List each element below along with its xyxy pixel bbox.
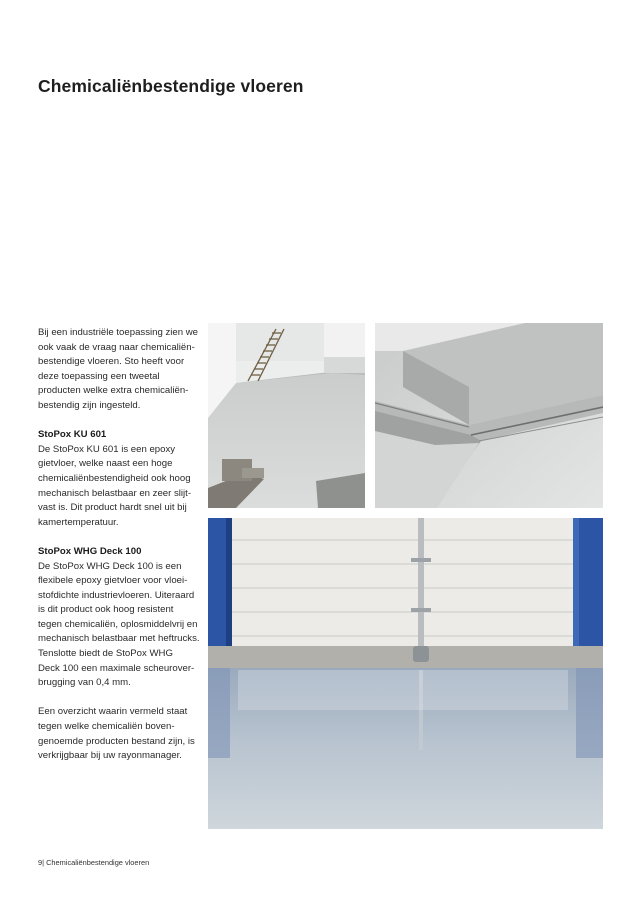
product-line: stofdichte industrievloeren. Uiteraard [38,589,195,601]
product-line: kamertemperatuur. [38,516,119,528]
closing-line: tegen welke chemicaliën boven- [38,721,175,733]
intro-line: producten welke extra chemicaliën- [38,385,189,397]
product-line: mechanisch belastbaar met heftrucks. [38,633,200,645]
intro-line: deze toepassing een tweetal [38,370,160,382]
page-title: Chemicaliënbestendige vloeren [38,76,304,96]
body-text-column [38,326,204,764]
staircase-floor-photo [208,323,365,508]
coated-edge-detail-photo [375,323,603,508]
page-footer: 9| Chemicaliënbestendige vloeren [38,858,150,867]
product-line: vast is. Dit product hardt snel uit bij [38,502,187,514]
product-line: De StoPox KU 601 is een epoxy [38,443,176,455]
intro-line: bestendig zijn ingesteld. [38,399,141,411]
product-line: chemicaliënbestendigheid ook hoog [38,472,191,484]
product-line: Tenslotte biedt de StoPox WHG [38,648,173,660]
intro-line: Bij een industriële toepassing zien we [38,327,198,338]
product-line: gietvloer, welke naast een hoge [38,458,173,470]
product-line: tegen chemicaliën, oplosmiddelvrij en [38,618,198,630]
product-line: flexibele epoxy gietvloer voor vloei- [38,575,188,587]
intro-line: ook vaak de vraag naar chemicaliën- [38,341,195,353]
product-line: Deck 100 een maximale scheurover- [38,662,195,674]
closing-line: genoemde producten bestand zijn, is [38,735,195,747]
product-line: De StoPox WHG Deck 100 is een [38,560,182,572]
industrial-hall-floor-photo [208,518,603,829]
closing-line: verkrijgbaar bij uw rayonmanager. [38,750,182,762]
intro-line: bestendige vloeren. Sto heeft voor [38,356,185,368]
product-line: is dit product ook hoog resistent [38,604,174,616]
product-line: brugging van 0,4 mm. [38,677,131,689]
product-heading-ku601: StoPox KU 601 [38,429,107,441]
closing-line: Een overzicht waarin vermeld staat [38,706,188,718]
product-heading-whg-deck-100: StoPox WHG Deck 100 [38,545,142,557]
product-line: mechanisch belastbaar en zeer slijt- [38,487,192,499]
